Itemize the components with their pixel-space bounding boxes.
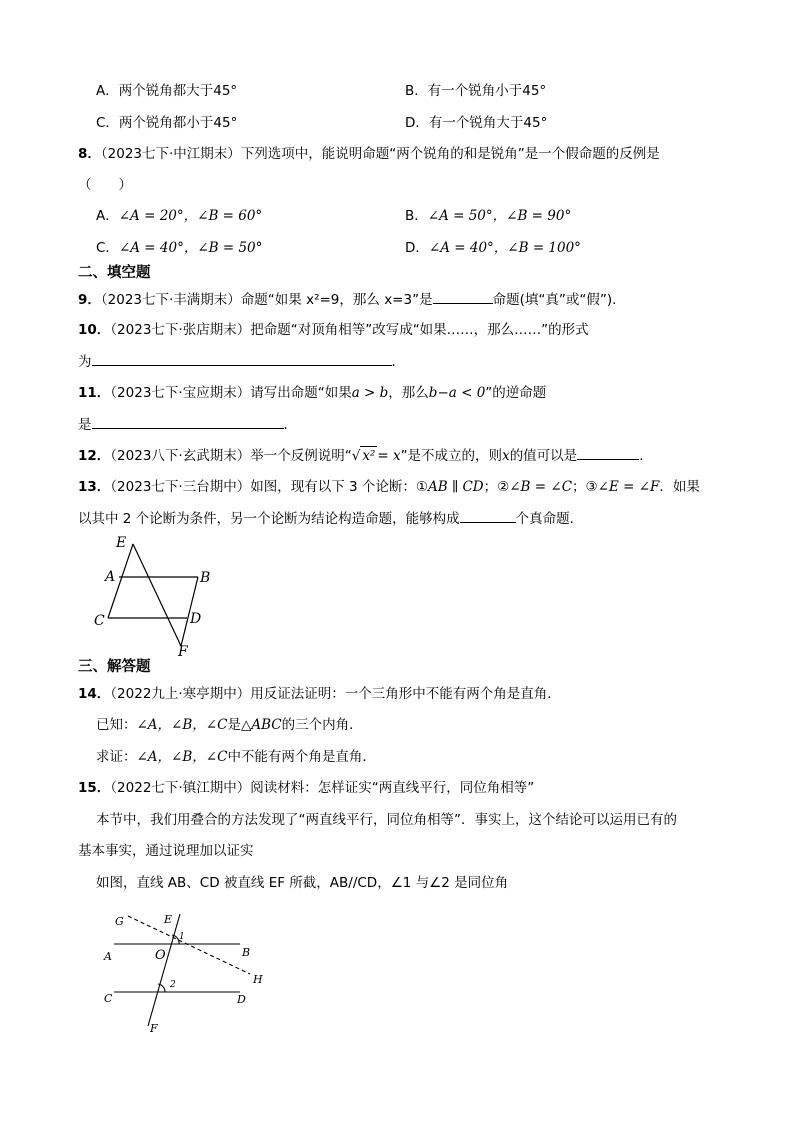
q8-option-b-label: B． bbox=[405, 208, 428, 224]
q7-option-d: D．有一个锐角大于45° bbox=[405, 115, 548, 131]
q12-number: 12． bbox=[78, 448, 111, 464]
q7-option-c: C．两个锐角都小于45° bbox=[96, 115, 238, 131]
fig2-label-g: G bbox=[115, 915, 124, 928]
q8-option-b-math: ∠A = 50°，∠B = 90° bbox=[427, 208, 572, 224]
q9 bbox=[78, 290, 616, 309]
q8-answer-paren: （ ） bbox=[78, 177, 132, 193]
q10-number: 10． bbox=[78, 322, 111, 338]
q13-figure bbox=[86, 528, 226, 663]
fig2-label-o: O bbox=[155, 948, 166, 963]
q9-source: （2023七下·丰满期末） bbox=[100, 292, 241, 308]
fig1-label-f: F bbox=[178, 644, 188, 660]
fig2-label-d: D bbox=[237, 993, 246, 1006]
q15-paragraph-1: 本节中，我们用叠合的方法发现了“两直线平行，同位角相等”．事实上，这个结论可以运用已有的 bbox=[96, 812, 677, 828]
q11-line2-prefix: 是 bbox=[78, 417, 92, 433]
fig1-label-c: C bbox=[94, 613, 105, 629]
q8-option-a bbox=[96, 207, 262, 225]
q12-variable: x bbox=[502, 448, 510, 464]
q11-math-1: a > b bbox=[351, 385, 389, 401]
q11-math-2: b−a < 0 bbox=[428, 385, 486, 401]
q7-option-a: A．两个锐角都大于45° bbox=[96, 83, 238, 99]
q10-line2-prefix: 为 bbox=[78, 354, 92, 370]
q11-source: （2023七下·宝应期末） bbox=[110, 385, 251, 401]
q10 bbox=[78, 321, 589, 339]
q8-option-d-math: ∠A = 40°，∠B = 100° bbox=[428, 240, 581, 256]
q11-number: 11． bbox=[78, 385, 111, 401]
q12-text: 举一个反例说明“ bbox=[250, 448, 352, 464]
q14-given-end: 的三个内角． bbox=[281, 717, 363, 733]
q14-prove-end: 中不能有两个角是直角． bbox=[227, 749, 376, 765]
q10-line2-end: ． bbox=[391, 354, 405, 370]
q8-option-b bbox=[405, 207, 571, 225]
q11-answer-blank[interactable] bbox=[92, 415, 284, 429]
q8-option-c bbox=[96, 239, 262, 257]
q9-text: 命题“如果 x²=9，那么 x=3”是 bbox=[240, 292, 433, 308]
q13-sep-2: ；③ bbox=[572, 479, 598, 495]
q8-option-a-math: ∠A = 20°，∠B = 60° bbox=[118, 208, 263, 224]
q11-text-3: ”的逆命题 bbox=[485, 385, 547, 401]
fig1-label-b: B bbox=[200, 570, 211, 586]
fig1-label-a: A bbox=[105, 569, 116, 585]
q12-text-2: ”是不成立的，则 bbox=[400, 448, 503, 464]
fig2-label-b: B bbox=[242, 946, 251, 959]
q12-end: . bbox=[639, 448, 644, 464]
q12-source: （2023八下·玄武期末） bbox=[110, 448, 251, 464]
q13-line2-end: 个真命题． bbox=[515, 511, 584, 527]
q13-sep-1: ；② bbox=[483, 479, 510, 495]
q14-prove-label: 求证： bbox=[96, 749, 137, 765]
fig2-label-h: H bbox=[253, 973, 263, 986]
q12-radicand: x² bbox=[362, 448, 376, 464]
fig1-line-ef bbox=[133, 544, 181, 646]
q9-number: 9． bbox=[78, 292, 101, 308]
q10-answer-blank[interactable] bbox=[92, 352, 392, 366]
q8-stem bbox=[78, 145, 660, 163]
fig1-label-e: E bbox=[116, 535, 127, 551]
section-fill-in-heading: 二、填空题 bbox=[78, 265, 151, 281]
q11 bbox=[78, 384, 546, 402]
q11-text: 请写出命题“如果 bbox=[250, 385, 352, 401]
q15-number: 15． bbox=[78, 780, 111, 796]
q8-option-c-math: ∠A = 40°，∠B = 50° bbox=[118, 240, 263, 256]
q10-text: 把命题“对顶角相等”改写成“如果……，那么……”的形式 bbox=[250, 322, 589, 338]
q12-equation: = x bbox=[377, 448, 401, 464]
q15-paragraph-3: 如图，直线 AB、CD 被直线 EF 所截，AB//CD，∠1 与∠2 是同位角 bbox=[96, 875, 509, 891]
section-solution-heading: 三、解答题 bbox=[78, 659, 151, 675]
q14-given bbox=[96, 716, 363, 734]
q8-option-d-label: D． bbox=[405, 240, 429, 256]
q12-answer-blank[interactable] bbox=[577, 446, 639, 460]
q12 bbox=[78, 446, 643, 465]
fig2-label-f: F bbox=[150, 1022, 158, 1035]
q14 bbox=[78, 685, 561, 703]
q13-answer-blank[interactable] bbox=[460, 509, 516, 523]
fig2-line-gh bbox=[128, 916, 250, 974]
q15-source: （2022七下·镇江期中） bbox=[110, 780, 251, 796]
q13-claim-2: ∠B = ∠C bbox=[509, 479, 573, 495]
q14-number: 14． bbox=[78, 686, 111, 702]
q8-number: 8． bbox=[78, 146, 101, 162]
q15-text: 阅读材料：怎样证实“两直线平行，同位角相等” bbox=[250, 780, 535, 796]
q15-paragraph-2: 基本事实，通过说理加以证实 bbox=[78, 843, 254, 859]
q13-source: （2023七下·三台期中） bbox=[110, 479, 251, 495]
q9-text-end: 命题(填“真”或“假”). bbox=[492, 292, 617, 308]
q13 bbox=[78, 478, 700, 496]
q9-answer-blank[interactable] bbox=[433, 290, 493, 304]
q14-given-triangle: △ABC bbox=[240, 717, 282, 733]
q14-given-angles: ∠A，∠B，∠C bbox=[136, 717, 228, 733]
q14-given-mid: 是 bbox=[227, 717, 241, 733]
q12-text-3: 的值可以是 bbox=[509, 448, 578, 464]
q10-source: （2023七下·张店期末） bbox=[110, 322, 251, 338]
q13-text: 如图，现有以下 3 个论断：① bbox=[250, 479, 428, 495]
q13-claim-1: AB ∥ CD bbox=[427, 479, 484, 495]
q13-line2 bbox=[78, 509, 583, 528]
fig2-label-angle-2: 2 bbox=[170, 980, 176, 990]
q13-number: 13． bbox=[78, 479, 111, 495]
q11-line2-end: ． bbox=[283, 417, 297, 433]
q14-source: （2022九上·寒亭期中） bbox=[110, 686, 251, 702]
fig2-line-ef bbox=[148, 914, 180, 1026]
q8-option-a-label: A． bbox=[96, 208, 119, 224]
q14-prove bbox=[96, 748, 376, 766]
q14-prove-angles: ∠A，∠B，∠C bbox=[136, 749, 228, 765]
q8-source: （2023七下·中江期末） bbox=[100, 146, 241, 162]
q11-line2 bbox=[78, 415, 297, 434]
q8-option-c-label: C． bbox=[96, 240, 119, 256]
q8-option-d bbox=[405, 239, 581, 257]
fig2-label-a: A bbox=[104, 950, 112, 963]
q10-line2 bbox=[78, 352, 405, 371]
q7-option-b: B．有一个锐角小于45° bbox=[405, 83, 547, 99]
fig1-label-d: D bbox=[190, 611, 202, 627]
q8-text: 下列选项中，能说明命题“两个锐角的和是锐角”是一个假命题的反例是 bbox=[240, 146, 660, 162]
fig2-label-angle-1: 1 bbox=[179, 932, 185, 942]
q14-given-label: 已知： bbox=[96, 717, 137, 733]
q15 bbox=[78, 779, 534, 797]
q11-text-2: ，那么 bbox=[388, 385, 429, 401]
fig2-label-e: E bbox=[164, 913, 173, 926]
q15-figure bbox=[100, 908, 280, 1033]
q13-claim-3: ∠E = ∠F bbox=[597, 479, 660, 495]
q13-sep-3: ．如果 bbox=[659, 479, 700, 495]
q13-line2-text: 以其中 2 个论断为条件，另一个论断为结论构造命题，能够构成 bbox=[78, 511, 460, 527]
sqrt-sign-icon: √ bbox=[351, 448, 361, 464]
fig2-label-c: C bbox=[104, 992, 113, 1005]
q14-text: 用反证法证明：一个三角形中不能有两个角是直角． bbox=[250, 686, 561, 702]
